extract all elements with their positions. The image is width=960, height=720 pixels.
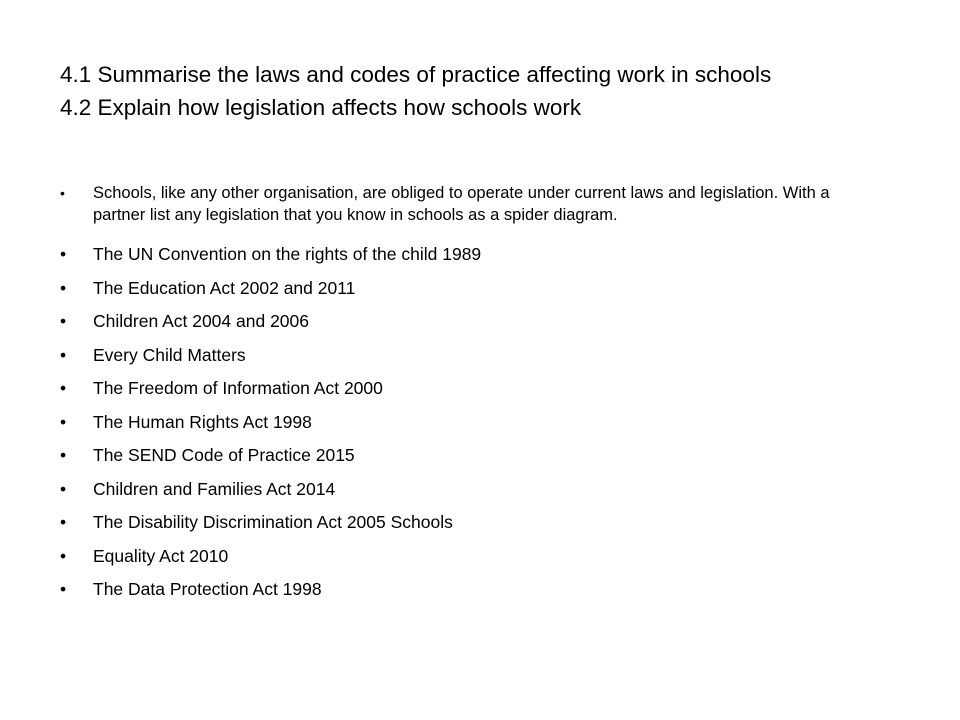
bullet-icon: • (60, 344, 67, 365)
intro-text: Schools, like any other organisation, are obliged to operate under current laws and legislation. With a partner list any legislation that you know in schools as a spider diagram. (93, 184, 830, 224)
list-item (60, 310, 880, 332)
bullet-list (60, 182, 880, 612)
title-line-1: 4.1 Summarise the laws and codes of practice affecting work in schools (60, 62, 772, 87)
bullet-icon: • (60, 445, 67, 465)
bullet-icon: • (60, 545, 67, 566)
list-item-text: The UN Convention on the rights of the child 1989 (93, 244, 482, 264)
list-item-text: Equality Act 2010 (93, 545, 229, 566)
list-item-text: The Data Protection Act 1998 (93, 579, 322, 599)
list-item (60, 444, 880, 466)
list-item-text: The Disability Discrimination Act 2005 Schools (93, 512, 453, 532)
list-item-text: The Education Act 2002 and 2011 (93, 277, 356, 298)
list-item (60, 243, 880, 265)
list-item (60, 277, 880, 299)
list-item-text: Children Act 2004 and 2006 (93, 311, 309, 331)
list-item-text: Children and Families Act 2014 (93, 478, 336, 499)
bullet-icon: • (60, 478, 67, 499)
bullet-icon: • (60, 185, 65, 201)
bullet-icon: • (60, 244, 67, 264)
list-item-text: The Human Rights Act 1998 (93, 411, 312, 432)
bullet-icon: • (60, 277, 67, 298)
list-item-text: Every Child Matters (93, 344, 246, 365)
list-item (60, 344, 880, 366)
list-item-text: The Freedom of Information Act 2000 (93, 378, 383, 398)
list-item (60, 511, 880, 533)
bullet-icon: • (60, 378, 67, 398)
list-item (60, 478, 880, 500)
bullet-icon: • (60, 512, 67, 532)
list-item-text: The SEND Code of Practice 2015 (93, 445, 355, 465)
list-item (60, 377, 880, 399)
list-item (60, 545, 880, 567)
bullet-icon: • (60, 579, 67, 599)
intro-paragraph (60, 182, 880, 226)
list-item (60, 411, 880, 433)
list-item (60, 578, 880, 600)
title-line-2: 4.2 Explain how legislation affects how schools work (60, 95, 582, 120)
bullet-icon: • (60, 411, 67, 432)
bullet-icon: • (60, 311, 67, 331)
slide-title (60, 58, 930, 124)
